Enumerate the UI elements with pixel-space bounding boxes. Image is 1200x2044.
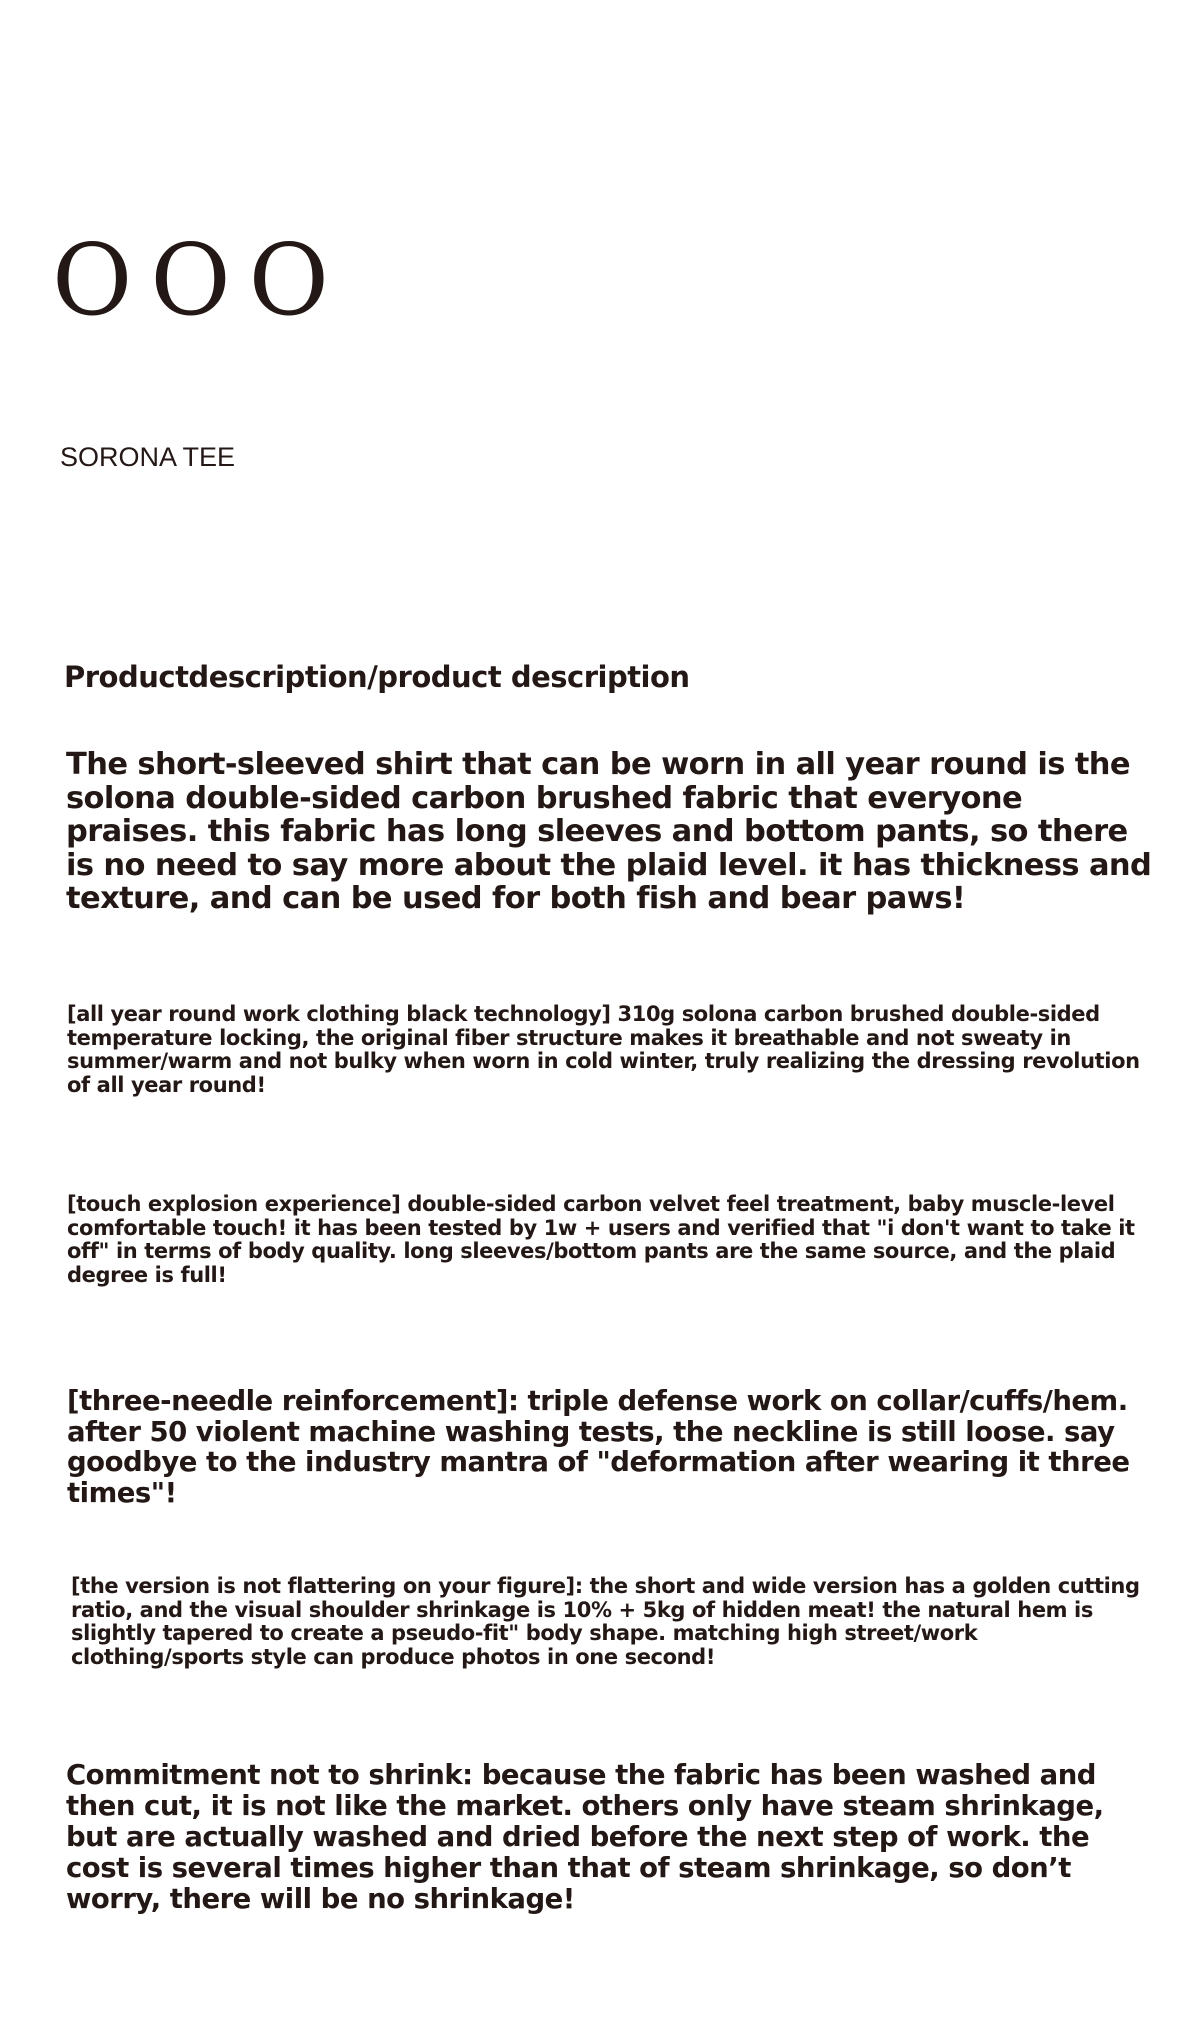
intro-paragraph: The short-sleeved shirt that can be worn in all year round is the solona double-sided carbon brushed fabric that everyone praises. this fabric has long sleeves and bottom pants, so there is no need to say more about the plaid level. it has thickness and texture, and can be used for both fish and bear paws!	[66, 747, 1152, 916]
feature-paragraph-reinforcement: [three-needle reinforcement]: triple defense work on collar/cuffs/hem. after 50 violent machine washing tests, the neckline is still loose. say goodbye to the industry mantra of "deformation after wearing it three times"!	[67, 1385, 1130, 1509]
product-name: SORONA TEE	[60, 442, 236, 472]
brand-logo: OOO	[52, 224, 348, 338]
feature-paragraph-technology: [all year round work clothing black technology] 310g solona carbon brushed double-sided temperature locking, the original fiber structure makes it breathable and not sweaty in summer/warm and not bulky when worn in cold winter, truly realizing the dressing revolution of all year round!	[67, 1002, 1140, 1097]
feature-paragraph-shrink: Commitment not to shrink: because the fabric has been washed and then cut, it is not like the market. others only have steam shrinkage, but are actually washed and dried before the next step of work. the cost is several times higher than that of steam shrinkage, so don’t worry, there will be no shrinkage!	[66, 1759, 1104, 1915]
feature-paragraph-touch: [touch explosion experience] double-sided carbon velvet feel treatment, baby muscle-level comfortable touch! it has been tested by 1w + users and verified that "i don't want to take it off" in terms of body quality. long sleeves/bottom pants are the same source, and the plaid degree is full!	[67, 1192, 1135, 1287]
feature-paragraph-version: [the version is not flattering on your figure]: the short and wide version has a golden cutting ratio, and the visual shoulder shrinkage is 10% + 5kg of hidden meat! the natural hem is slightly tapered to create a pseudo-fit" body shape. matching high street/work clothing/sports style can produce photos in one second!	[71, 1574, 1140, 1669]
section-title: Productdescription/product description	[64, 660, 690, 694]
